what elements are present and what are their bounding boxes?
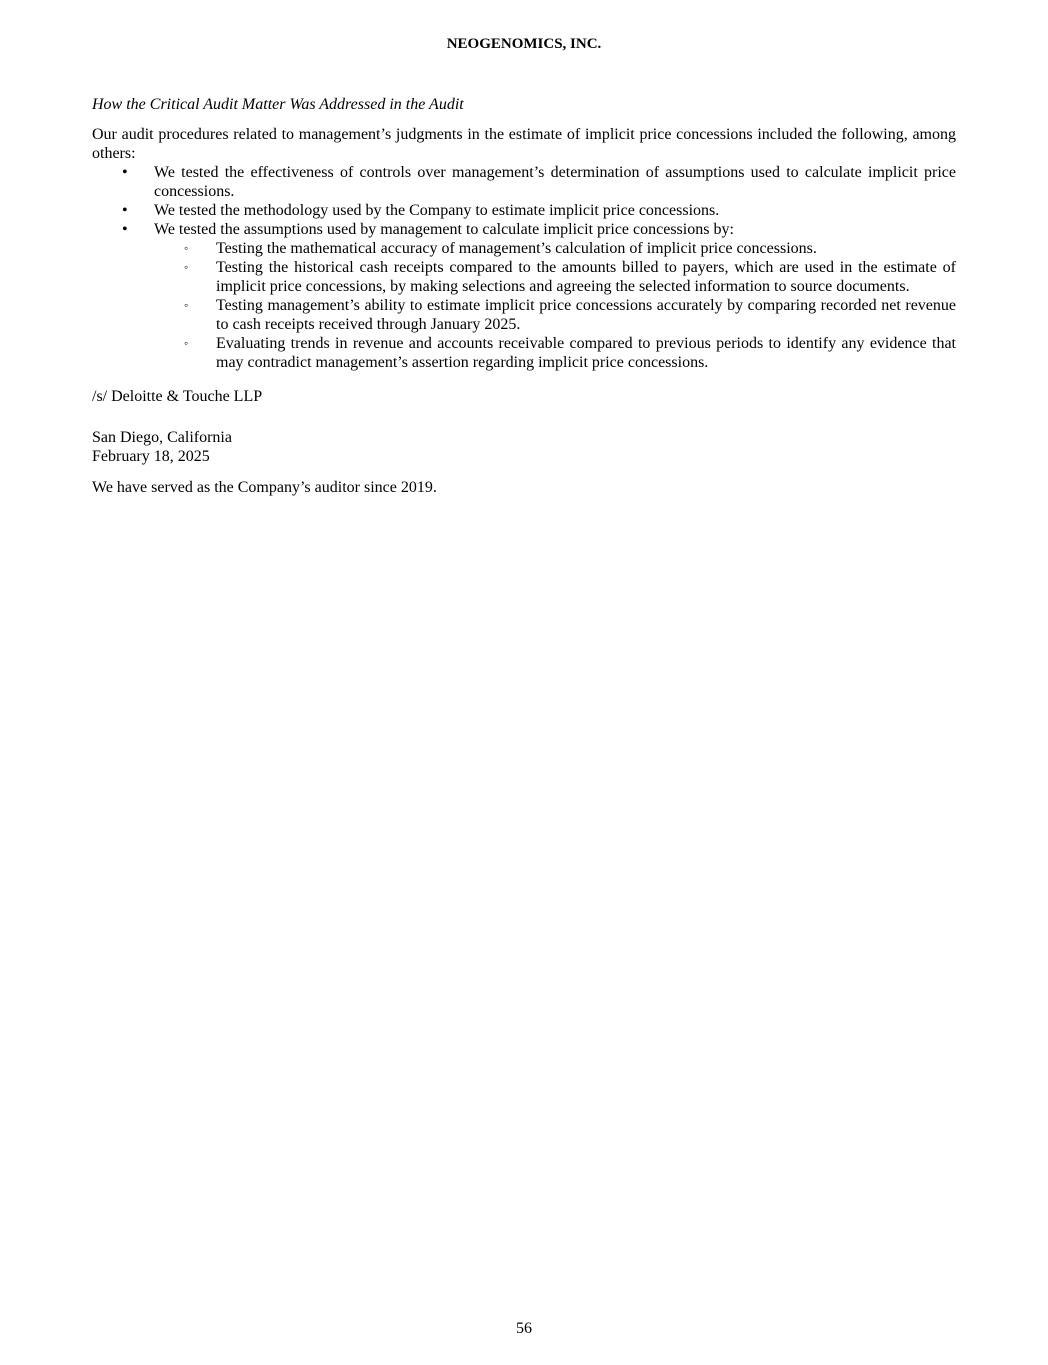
- list-item: [92, 220, 956, 372]
- signing-city: San Diego, California: [92, 429, 232, 446]
- procedures-list: [92, 163, 956, 372]
- list-item-text: We tested the assumptions used by management to calculate implicit price concessions by:: [154, 221, 734, 238]
- sub-list-item: [154, 239, 956, 258]
- assumptions-sublist: [154, 239, 956, 372]
- sub-list-item: [154, 334, 956, 372]
- sub-bullet-marker: ◦: [184, 336, 189, 350]
- auditor-signature: /s/ Deloitte & Touche LLP: [92, 388, 263, 405]
- section-title: How the Critical Audit Matter Was Addressed in the Audit: [92, 96, 464, 113]
- bullet-marker: •: [122, 221, 128, 238]
- sub-list-item-text: Evaluating trends in revenue and accounts receivable compared to previous periods to identify any evidence that may contradict management’s assertion regarding implicit price concessions.: [216, 335, 956, 371]
- sub-bullet-marker: ◦: [184, 260, 189, 274]
- sub-list-item-text: Testing management’s ability to estimate implicit price concessions accurately by comparing recorded net revenue to cash receipts received through January 2025.: [216, 297, 956, 333]
- auditor-tenure: We have served as the Company’s auditor since 2019.: [92, 479, 437, 496]
- bullet-marker: •: [122, 164, 128, 181]
- list-item-text: We tested the effectiveness of controls over management’s determination of assumptions used to calculate implicit price concessions.: [154, 164, 956, 200]
- list-item-text: We tested the methodology used by the Company to estimate implicit price concessions.: [154, 202, 720, 219]
- bullet-marker: •: [122, 202, 128, 219]
- sub-list-item: [154, 296, 956, 334]
- signing-location: [92, 428, 956, 466]
- signing-date: February 18, 2025: [92, 448, 210, 465]
- sub-bullet-marker: ◦: [184, 298, 189, 312]
- sub-bullet-marker: ◦: [184, 241, 189, 255]
- sub-list-item: [154, 258, 956, 296]
- sub-list-item-text: Testing the mathematical accuracy of management’s calculation of implicit price concessions.: [216, 240, 817, 257]
- list-item: [92, 201, 956, 220]
- page-number: 56: [516, 1320, 532, 1337]
- list-item: [92, 163, 956, 201]
- sub-list-item-text: Testing the historical cash receipts compared to the amounts billed to payers, which are used in the estimate of implicit price concessions, by making selections and agreeing the selected information to source documents.: [216, 259, 956, 295]
- document-body: [92, 95, 956, 497]
- page-header: NEOGENOMICS, INC.: [446, 36, 602, 52]
- intro-paragraph: Our audit procedures related to management’s judgments in the estimate of implicit price concessions included the following, among others:: [92, 126, 956, 162]
